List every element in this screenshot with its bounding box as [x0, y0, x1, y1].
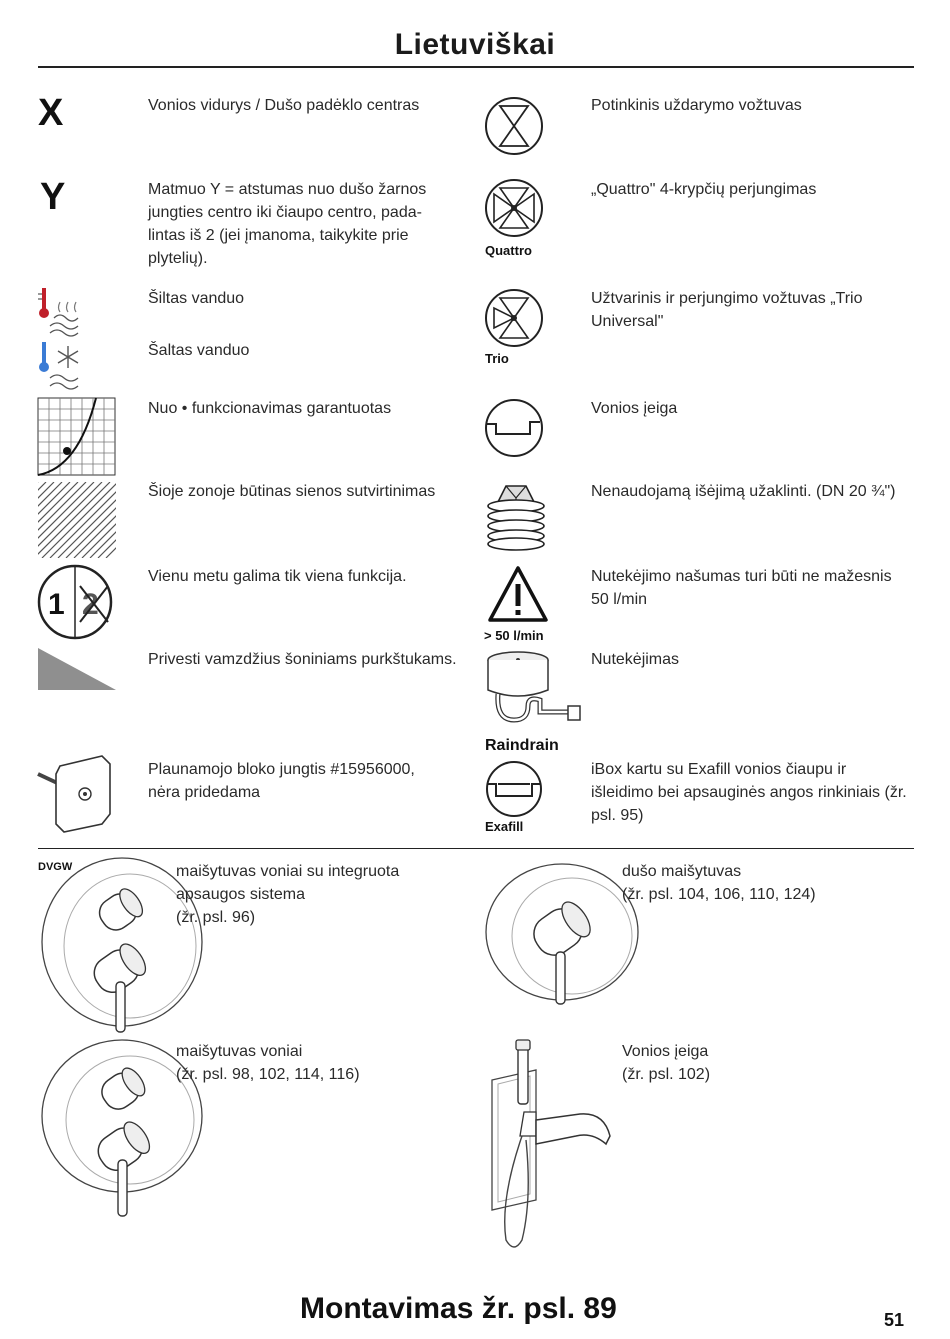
symbol-text-quattro: „Quattro" 4-krypčių perjungimas — [591, 181, 817, 198]
flush-block-icon — [36, 754, 116, 834]
bath-spout-image — [480, 1040, 620, 1256]
flow-caption: > 50 l/min — [484, 628, 544, 643]
quattro-diverter-icon — [484, 178, 546, 238]
hot-water-icon — [32, 286, 86, 338]
product-text-1 — [622, 860, 912, 906]
exafill-icon — [484, 760, 546, 818]
side-pipe-triangle-icon — [38, 648, 116, 690]
symbol-text-side-pipe: Privesti vamzdžius šoniniams purkštukams. — [148, 651, 457, 668]
symbol-text-trio: Užtvarinis ir perjungimo vožtuvas „Trio Universal" — [591, 290, 863, 330]
page-number: 51 — [884, 1310, 905, 1330]
symbol-text-flow: Nutekėjimo našumas turi būti ne mažesnis 50 l/min — [591, 568, 892, 608]
product-line: (žr. psl. 102) — [622, 1066, 711, 1083]
trio-diverter-icon — [484, 288, 546, 348]
dvgw-badge: DVGW — [38, 861, 73, 873]
product-line: (žr. psl. 96) — [176, 909, 256, 926]
symbol-text-function: Nuo • funkcionavimas garantuotas — [148, 400, 392, 417]
plug-icon — [484, 480, 548, 554]
bath-mixer-image — [38, 1040, 168, 1220]
shutoff-valve-icon — [484, 96, 546, 156]
svg-text:2: 2 — [82, 588, 99, 621]
product-line: apsaugos sistema — [176, 886, 305, 903]
section-divider — [38, 848, 914, 849]
shower-mixer-image — [484, 862, 614, 1012]
warning-flow-icon — [488, 566, 548, 622]
symbol-text-x: Vonios vidurys / Dušo padėklo centras — [148, 97, 420, 114]
product-line: (žr. psl. 104, 106, 110, 124) — [622, 886, 816, 903]
title-divider — [38, 66, 914, 68]
symbol-text-exafill: iBox kartu su Exafill vonios čiaupu ir išleidimo bei apsauginės angos rinkiniais (žr. psl. 95) — [591, 761, 907, 824]
product-line: maišytuvas voniai su integruota — [176, 863, 400, 880]
cold-water-icon — [32, 340, 86, 392]
bath-inlet-icon — [484, 398, 546, 458]
hatched-wall-icon — [38, 482, 116, 558]
product-line: dušo maišytuvas — [622, 863, 742, 880]
page-title: Lietuviškai — [394, 28, 556, 61]
raindrain-icon — [484, 650, 588, 738]
svg-text:1: 1 — [48, 588, 65, 621]
symbol-text-one-function: Vienu metu galima tik viena funkcija. — [148, 568, 407, 585]
product-line: maišytuvas voniai — [176, 1043, 303, 1060]
symbol-text-y: Matmuo Y = atstumas nuo dušo žarnos jungties centro iki čiaupo centro, pada-lintas iš 2 (jei įmanoma, taikykite prie plytelių). — [148, 181, 427, 267]
x-letter-icon: X — [38, 92, 64, 134]
symbol-text-bath-inlet: Vonios įeiga — [591, 400, 678, 417]
symbol-text-hot: Šiltas vanduo — [148, 290, 245, 307]
installation-reference: Montavimas žr. psl. 89 — [300, 1292, 617, 1325]
product-text-2 — [176, 1040, 456, 1086]
raindrain-caption: Raindrain — [485, 737, 559, 754]
symbol-text-plug: Nenaudojamą išėjimą užaklinti. (DN 20 ¾") — [591, 483, 896, 500]
trio-caption: Trio — [485, 351, 509, 366]
symbol-text-shutoff: Potinkinis uždarymo vožtuvas — [591, 97, 802, 114]
product-text-0 — [176, 860, 456, 929]
exafill-caption: Exafill — [485, 819, 524, 834]
quattro-caption: Quattro — [485, 243, 532, 258]
y-letter-icon: Y — [40, 176, 66, 218]
one-function-icon — [36, 564, 116, 642]
function-curve-icon — [38, 398, 116, 476]
symbol-text-raindrain: Nutekėjimas — [591, 651, 680, 668]
symbol-text-flush: Plaunamojo bloko jungtis #15956000, nėra pridedama — [148, 761, 415, 801]
bath-mixer-integrated-image — [38, 872, 168, 1032]
symbol-text-cold: Šaltas vanduo — [148, 342, 250, 359]
symbol-text-wall: Šioje zonoje būtinas sienos sutvirtinimas — [148, 483, 436, 500]
product-text-3 — [622, 1040, 912, 1086]
product-line: Vonios įeiga — [622, 1043, 709, 1060]
product-line: (žr. psl. 98, 102, 114, 116) — [176, 1066, 360, 1083]
